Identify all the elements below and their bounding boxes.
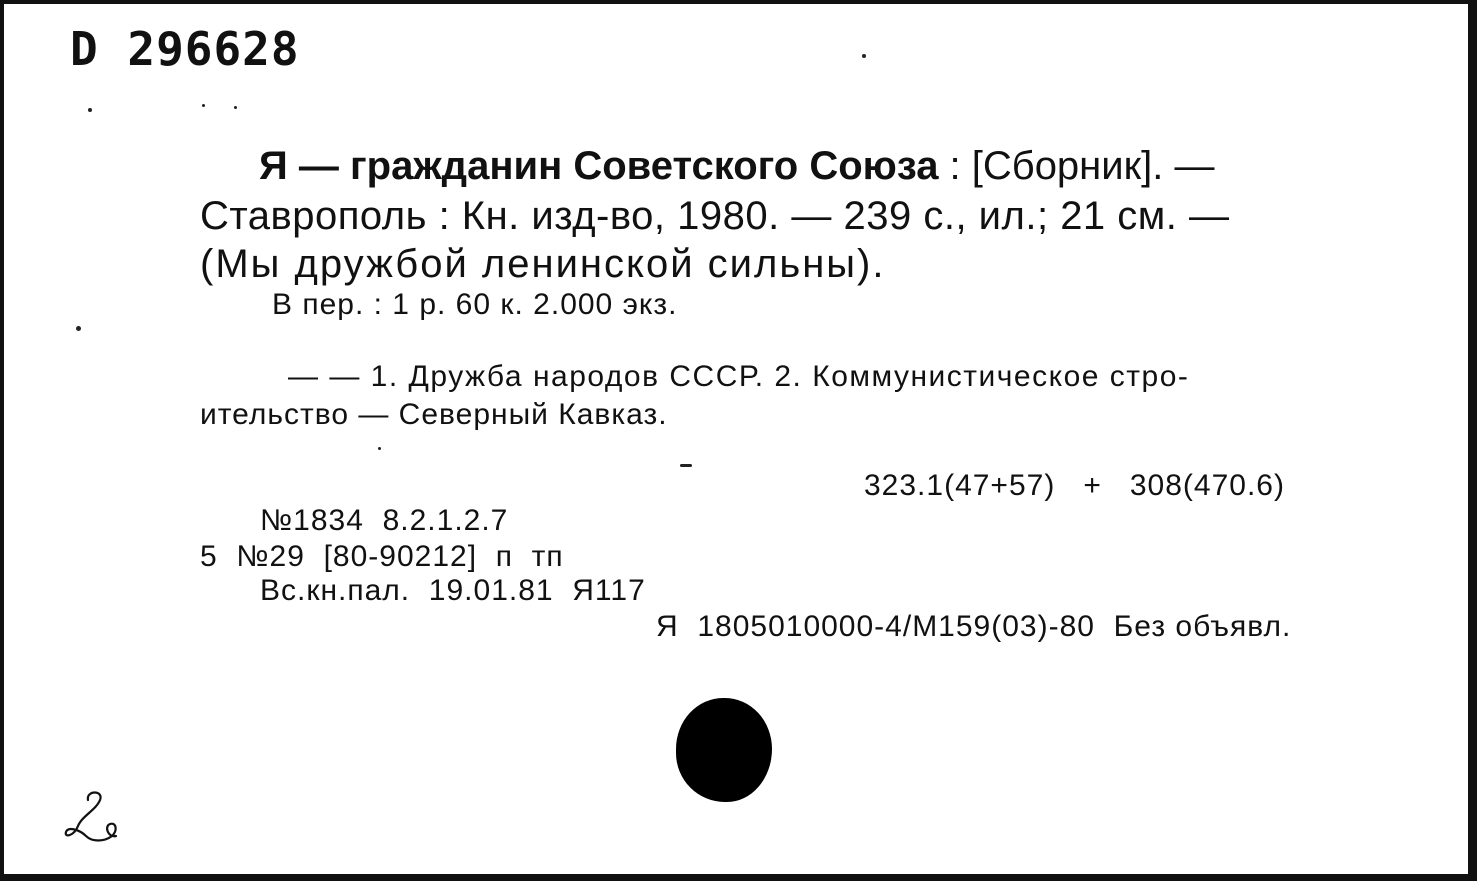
subjects-line-1: — — 1. Дружба народов СССР. 2. Коммунистическое стро- [288,360,1190,393]
classification-index: 323.1(47+57) + 308(470.6) [864,469,1285,502]
order-number: №1834 8.2.1.2.7 [260,504,509,537]
punch-hole [676,698,772,802]
book-title-note: : [Сборник]. — [938,144,1215,188]
publisher-index-code: Я 1805010000-4/М159(03)-80 Без объявл. [656,610,1292,643]
handwritten-mark-icon [60,786,130,850]
batch-line: 5 №29 [80-90212] п тп [200,540,564,573]
card-stamp-number: D 296628 [70,22,300,76]
title-line-3: (Мы дружбой ленинской сильны). [200,242,886,286]
ink-speck [76,326,81,331]
registry-line: Вс.кн.пал. 19.01.81 Я117 [260,574,646,607]
ink-speck [88,108,92,112]
ink-speck [680,464,692,467]
ink-speck [862,54,866,58]
title-line-2: Ставрополь : Кн. изд-во, 1980. — 239 с., ил.; 21 см. — [200,194,1230,238]
ink-speck [202,104,205,107]
subjects-line-2: ительство — Северный Кавказ. [200,398,668,431]
title-line-1 [259,144,1214,189]
ink-speck [234,106,237,109]
ink-speck [378,447,381,450]
price-line: В пер. : 1 р. 60 к. 2.000 экз. [272,288,678,321]
book-title: Я — гражданин Советского Союза [259,144,939,188]
